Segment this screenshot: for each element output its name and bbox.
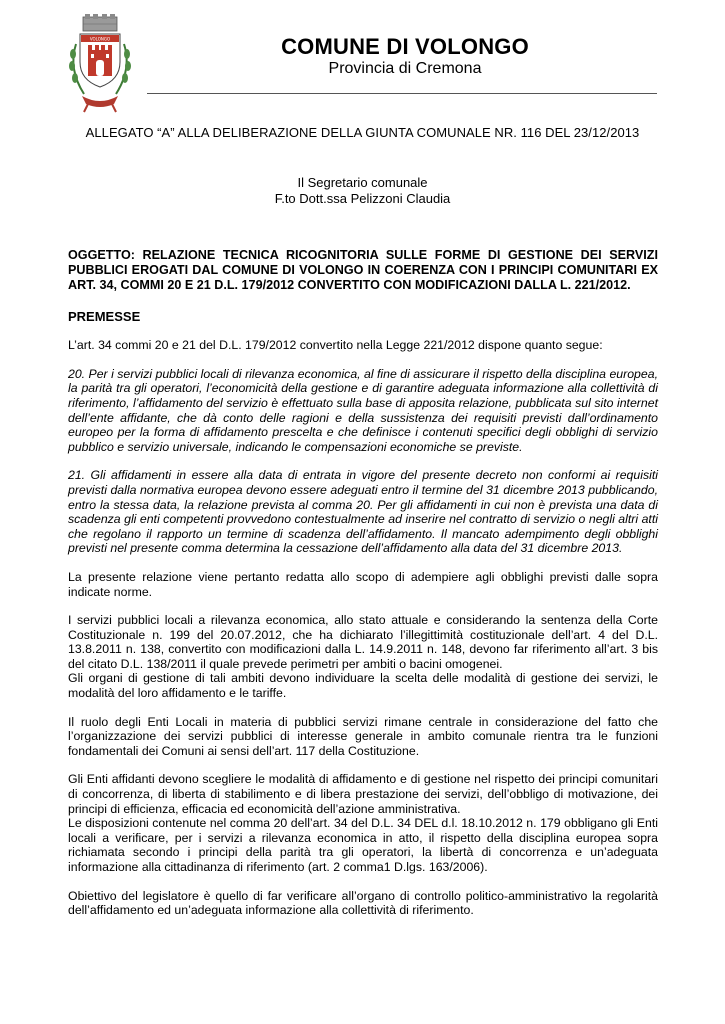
paragraph: Le disposizioni contenute nel comma 20 dell’art. 34 del D.L. 34 DEL d.l. 18.10.2012 n. 179 obbligano gli Enti locali a verificare, per i servizi a rilevanza economica in atto, il rispetto della disciplina europea sopra richiamata secondo i principi della parità tra gli operatori, la libertà di concorrenza e un’adeguata informazione alla cittadinanza di riferimento (art. 2 comma1 D.lgs. 163/2006).: [68, 816, 658, 875]
paragraph: L’art. 34 commi 20 e 21 del D.L. 179/2012 convertito nella Legge 221/2012 dispone quanto segue:: [68, 338, 603, 353]
paragraph: Obiettivo del legislatore è quello di far verificare all’organo di controllo politico-amministrativo la regolarità dell’affidamento ed un’adeguata informazione alla collettività di riferimento.: [68, 888, 658, 918]
allegato-heading: ALLEGATO “A” ALLA DELIBERAZIONE DELLA GIUNTA COMUNALE NR. 116 DEL 23/12/2013: [85, 125, 640, 140]
section-title-premesse: PREMESSE: [68, 308, 141, 324]
paragraph: Il ruolo degli Enti Locali in materia di pubblici servizi rimane centrale in considerazione del fatto che l’organizzazione dei servizi pubblici di interesse generale in ambito comunale rientra tra le funzioni fondamentali dei Comuni ai sensi dell’art. 117 della Costituzione.: [68, 714, 658, 758]
province-subtitle: Provincia di Cremona: [328, 60, 482, 77]
quoted-comma-21: 21. Gli affidamenti in essere alla data di entrata in vigore del presente decreto non conformi ai requisiti previsti dalla normativa europea devono essere adeguati entro il termine del 31 dicembre 2013 pubblicando, entro la stessa data, la relazione prevista al comma 20. Per gli affidamenti in cui non è prevista una data di scadenza gli enti competenti provvedono contestualmente ad inserire nel contratto di servizio o negli altri atti che regolano il rapporto un termine di scadenza dell’affidamento. Il mancato adempimento degli obblighi previsti nel presente comma determina la cessazione dell’affidamento alla data del 31 dicembre 2013.: [68, 468, 658, 556]
signature-role: Il Segretario comunale: [297, 175, 428, 190]
paragraph: I servizi pubblici locali a rilevanza economica, allo stato attuale e considerando la sentenza della Corte Costituzionale n. 199 del 20.07.2012, che ha dichiarato l’illegittimità costituzionale dell’art. 4 del D.L. 13.8.2011 n. 138, convertito con modificazioni dalla L. 14.9.2011 n. 148, devono far riferimento all’art. 3 bis del citato D.L. 138/2011 il quale prevede perimetri per ambiti o bacini omogenei.: [68, 613, 658, 671]
coat-of-arms-icon: [64, 14, 136, 114]
signature-block: [60, 175, 665, 207]
document-body: [68, 248, 658, 918]
quoted-comma-20: 20. Per i servizi pubblici locali di rilevanza economica, al fine di assicurare il rispetto della disciplina europea, la parità tra gli operatori, l’economicità della gestione e di garantire adeguata informazione alla collettività di riferimento, l’affidamento del servizio è effettuato sulla base di apposita relazione, pubblicata sul sito internet dell’ente affidante, che dà conto delle ragioni e della sussistenza dei requisiti previsti dall’ordinamento europeo per la forma di affidamento prescelta e che definisce i contenuti specifici degli obblighi di servizio pubblico e servizio universale, indicando le compensazioni economiche se previste.: [68, 366, 658, 454]
subject-heading: OGGETTO: RELAZIONE TECNICA RICOGNITORIA SULLE FORME DI GESTIONE DEI SERVIZI PUBBLICI EROGATI DAL COMUNE DI VOLONGO IN COERENZA CON I PRINCIPI COMUNITARI EX ART. 34, COMMI 20 E 21 D.L. 179/2012 CONVERTITO CON MODIFICAZIONI DALLA L. 221/2012.: [68, 248, 658, 293]
signature-name: F.to Dott.ssa Pelizzoni Claudia: [274, 191, 451, 206]
paragraph: Gli Enti affidanti devono scegliere le modalità di affidamento e di gestione nel rispetto dei principi comunitari di concorrenza, di liberta di stabilimento e di libera prestazione dei servizi, dell’obbligo di motivazione, dei principi di efficienza, efficacia ed economicità dell’azione amministrativa.: [68, 772, 658, 816]
municipality-title: COMUNE DI VOLONGO: [281, 34, 529, 59]
svg-text:VOLONGO: VOLONGO: [89, 36, 111, 42]
header-divider: [147, 93, 657, 94]
paragraph: Gli organi di gestione di tali ambiti devono individuare la scelta delle modalità di gestione dei servizi, le modalità del loro affidamento e le tariffe.: [68, 671, 658, 701]
paragraph: La presente relazione viene pertanto redatta allo scopo di adempiere agli obblighi previsti dalle sopra indicate norme.: [68, 569, 658, 599]
